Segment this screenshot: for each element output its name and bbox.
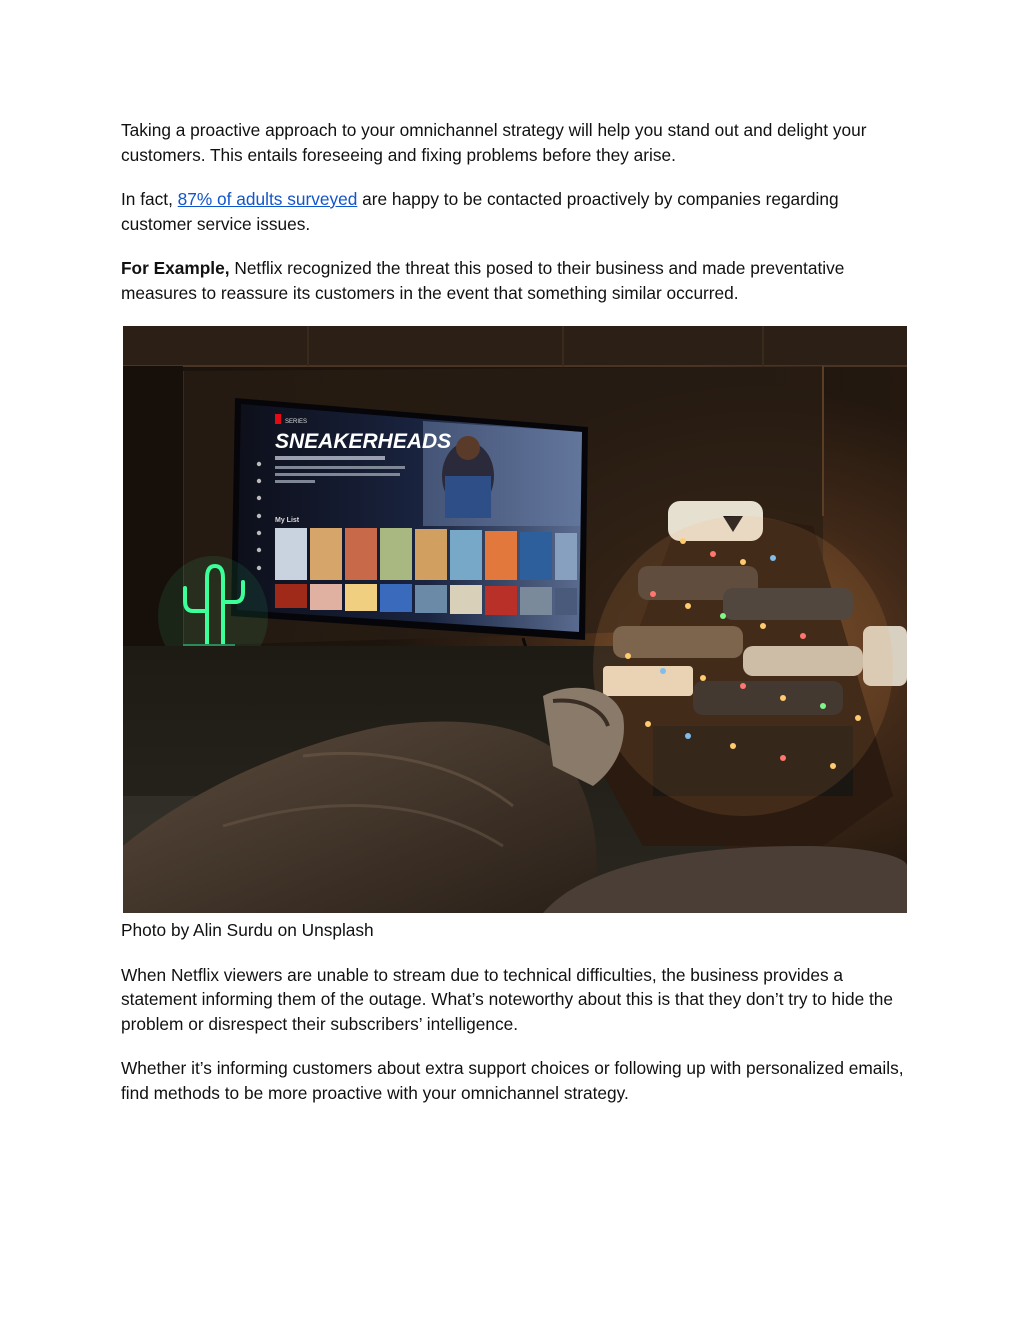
paragraph-survey (121, 187, 911, 236)
netflix-photo (123, 326, 907, 913)
photo-caption: Photo by Alin Surdu on Unsplash (121, 920, 374, 940)
example-text: Netflix recognized the threat this posed to their business and made preventative measures to reassure its customers in the event that something similar occurred. (121, 258, 845, 303)
netflix-logo-icon (275, 414, 281, 424)
tv-series-label: SERIES (285, 419, 308, 425)
example-lead: For Example, (121, 258, 230, 278)
tv-show-title: SNEAKERHEADS (275, 430, 452, 453)
paragraph-outage: When Netflix viewers are unable to stream due to technical difficulties, the business provides a statement informing them of the outage. What’s noteworthy about this is that they don’t try to hide the problem or disrespect their subscribers’ intelligence. (121, 964, 894, 1034)
photo-illustration (123, 326, 907, 913)
tv-row-label: My List (275, 517, 300, 524)
tv-thumbnails-row-1 (275, 528, 577, 580)
survey-suffix: are happy to be contacted proactively by companies regarding customer service issues. (121, 189, 839, 234)
survey-link[interactable]: 87% of adults surveyed (177, 189, 358, 209)
document-page (121, 118, 911, 1105)
paragraph-example (121, 256, 911, 305)
paragraph-intro: Taking a proactive approach to your omnichannel strategy will help you stand out and delight your customers. This entails foreseeing and fixing problems before they arise. (121, 120, 867, 165)
paragraph-closing: Whether it’s informing customers about extra support choices or following up with personalized emails, find methods to be more proactive with your omnichannel strategy. (121, 1058, 904, 1103)
survey-prefix: In fact, (121, 189, 178, 209)
